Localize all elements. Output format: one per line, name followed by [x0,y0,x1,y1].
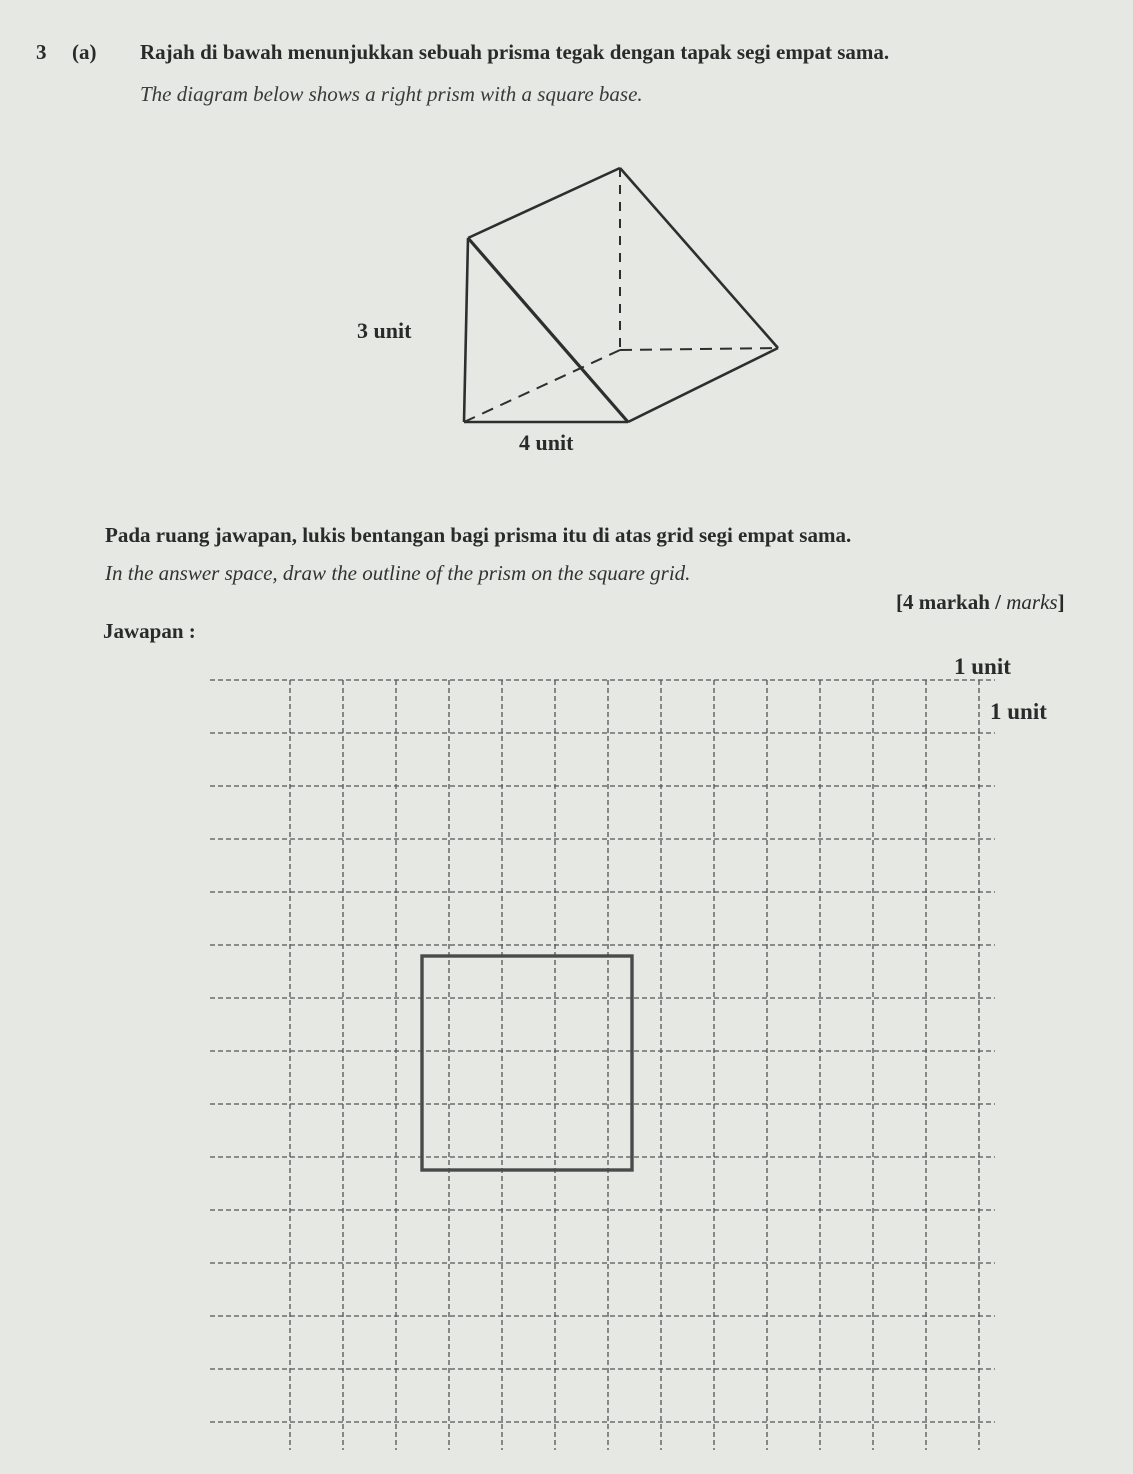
question-part: (a) [72,40,97,64]
question-text-malay: Rajah di bawah menunjukkan sebuah prisma tegak dengan tapak segi empat sama. [140,40,890,64]
answer-grid[interactable] [180,680,1020,1470]
instruction-english: In the answer space, draw the outline of the prism on the square grid. [105,561,691,585]
prism-base-label: 4 unit [519,430,574,455]
grid-unit-horizontal-label: 1 unit [954,654,1011,679]
prism-hidden-back-base-edge [620,348,778,350]
prism-bottom-right-edge [628,348,778,422]
question-number: 3 [36,40,47,64]
prism-diagram [440,160,800,440]
prism-height-label: 3 unit [357,318,412,343]
marks-allocation [896,590,1065,615]
answer-label: Jawapan : [103,619,196,643]
question-text-english: The diagram below shows a right prism with a square base. [140,82,643,106]
grid-unit-vertical-label: 1 unit [990,699,1047,724]
instruction-malay: Pada ruang jawapan, lukis bentangan bagi prisma itu di atas grid segi empat sama. [105,523,852,547]
grid-lines [210,680,995,1450]
prism-back-slant-edge [620,168,778,348]
prism-top-edge [468,168,620,238]
prism-front-slant-edge [468,238,628,422]
marks-malay: [4 markah / [896,590,1007,614]
grid-square-base-outline [422,956,632,1170]
marks-close: ] [1057,590,1065,614]
marks-english: marks [1006,590,1058,614]
prism-front-vertical-edge [464,238,468,422]
